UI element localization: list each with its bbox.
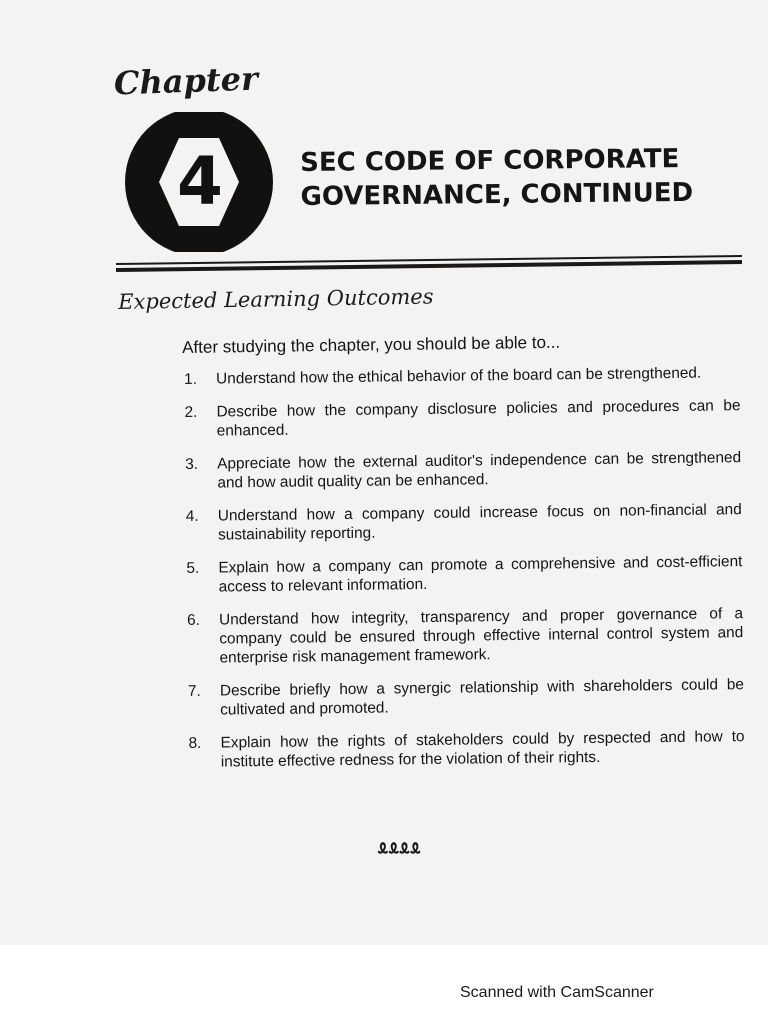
list-item [180,396,740,441]
list-item-text: Explain how the rights of stakeholders could by respected and how to institute effective redness for the violation of their rights. [220,728,745,771]
list-item-number: 3. [185,455,199,473]
list-item-text: Understand how integrity, transparency and proper governance of a company could be ensured through effective internal control system and enterprise risk management framework. [218,605,744,667]
list-item [184,727,744,772]
title-divider-rule [0,0,768,300]
list-item-number: 1. [184,370,198,388]
list-item-text: Appreciate how the external auditor's independence can be strengthened and how audit quality can be enhanced. [217,449,742,492]
chapter-title-line-1: SEC CODE OF CORPORATE [300,144,680,178]
list-item [182,552,742,597]
list-item-number: 2. [184,403,198,421]
end-ornament: ᦸᦸᦸᦸ [378,834,422,859]
list-item [180,363,740,389]
list-item-text: Understand how the ethical behavior of the board can be strengthened. [216,364,702,388]
outcomes-list [180,363,745,786]
list-item-number: 5. [186,559,200,577]
chapter-title-line-2: GOVERNANCE, CONTINUED [300,177,694,212]
list-item-number: 4. [185,507,199,525]
scanner-watermark: Scanned with CamScanner [460,984,654,1001]
outcomes-heading: Expected Learning Outcomes [118,284,434,314]
chapter-label: Chapter [113,59,259,103]
outcomes-intro: After studying the chapter, you should be able to... [182,332,561,357]
list-item-text: Explain how a company can promote a comprehensive and cost-efficient access to relevant information. [218,553,743,596]
list-item [182,500,742,545]
list-item-text: Understand how a company could increase focus on non-financial and sustainability reporting. [217,501,742,544]
list-item-number: 7. [187,682,201,700]
list-item-number: 6. [186,611,201,629]
list-item-text: Describe how the company disclosure policies and procedures can be enhanced. [216,397,741,440]
list-item [181,448,741,493]
list-item-number: 8. [188,734,202,752]
list-item-text: Describe briefly how a synergic relationship with shareholders could be cultivated and promoted. [219,676,744,719]
list-item [183,604,744,668]
chapter-number: 4 [177,143,223,220]
list-item [184,675,744,720]
